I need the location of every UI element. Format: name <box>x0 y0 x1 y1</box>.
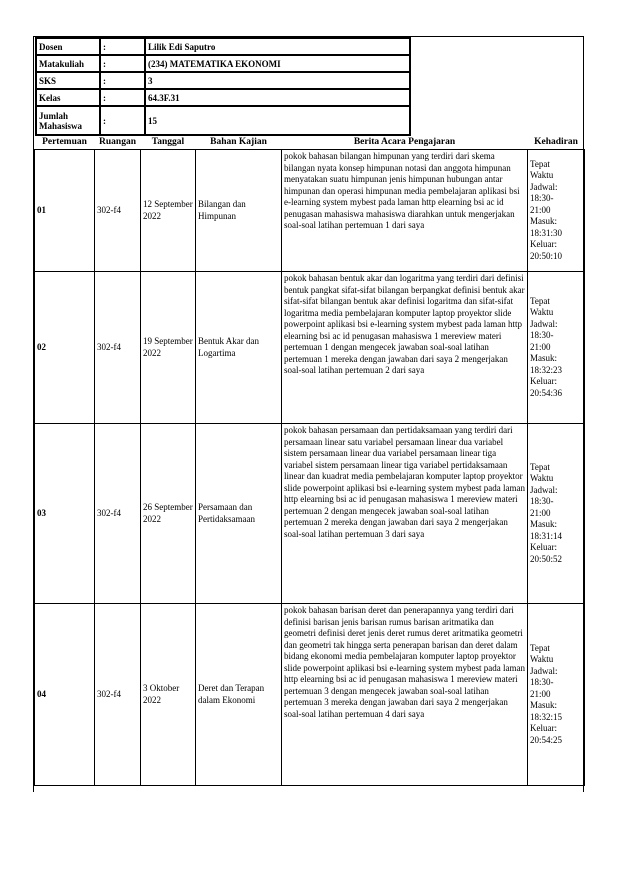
cell-tanggal: 26 September 2022 <box>141 424 196 604</box>
kehadiran-line: 20:50:10 <box>530 250 563 261</box>
info-label: SKS <box>36 72 100 89</box>
kehadiran-line: Jadwal: <box>530 484 558 495</box>
table-row <box>35 604 585 786</box>
cell-pertemuan: 04 <box>35 604 95 786</box>
cell-pertemuan: 03 <box>35 424 95 604</box>
cell-bahan-kajian: Bentuk Akar dan Logartima <box>196 272 282 424</box>
header-berita-acara: Berita Acara Pengajaran <box>282 134 528 150</box>
cell-tanggal: 3 Oktober 2022 <box>141 604 196 786</box>
info-row-kelas <box>36 89 410 106</box>
info-separator: : <box>100 38 145 55</box>
kehadiran-line: Tepat <box>530 158 550 169</box>
cell-ruangan: 302-f4 <box>95 604 141 786</box>
kehadiran-line: Keluar: <box>530 376 557 387</box>
cell-kehadiran <box>528 272 585 424</box>
cell-kehadiran <box>528 604 585 786</box>
kehadiran-line: 20:54:25 <box>530 734 563 745</box>
kehadiran-line: Jadwal: <box>530 665 558 676</box>
cell-bahan-kajian: Persamaan dan Pertidaksamaan <box>196 424 282 604</box>
info-label: Kelas <box>36 89 100 106</box>
cell-ruangan: 302-f4 <box>95 272 141 424</box>
info-label-line: Jumlah <box>39 110 69 121</box>
kehadiran-line: Tepat <box>530 461 550 472</box>
cell-kehadiran <box>528 424 585 604</box>
info-row-dosen <box>36 38 410 55</box>
kehadiran-line: 18:30- <box>530 496 554 507</box>
kehadiran-line: 18:31:14 <box>530 530 563 541</box>
table-row <box>35 424 585 604</box>
header-ruangan: Ruangan <box>95 134 141 150</box>
kehadiran-line: Waktu <box>530 170 554 181</box>
cell-bahan-kajian: Deret dan Terapan dalam Ekonomi <box>196 604 282 786</box>
kehadiran-line: 18:32:15 <box>530 711 563 722</box>
cell-berita-acara: pokok bahasan bilangan himpunan yang terdiri dari skema bilangan nyata konsep himpunan notasi dan anggota himpunan menyatakan suatu himpunan jenis himpunan hubungan antar himpunan dan operasi himpunan media pembelajaran aplikasi bsi e-learning system mybest pada laman http elearning bsi ac id penugasan mahasiswa mahasiswa diarahkan untuk mengerjakan soal-soal latihan pertemuan 1 dari saya <box>282 150 528 272</box>
cell-bahan-kajian: Bilangan dan Himpunan <box>196 150 282 272</box>
kehadiran-line: Masuk: <box>530 519 557 530</box>
info-separator: : <box>100 106 145 135</box>
kehadiran-line: 21:00 <box>530 341 551 352</box>
info-label: Dosen <box>36 38 100 55</box>
kehadiran-line: Masuk: <box>530 216 557 227</box>
info-label-line: Mahasiswa <box>39 120 83 131</box>
info-separator: : <box>100 89 145 106</box>
kehadiran-line: Waktu <box>530 654 554 665</box>
info-separator: : <box>100 55 145 72</box>
table-header-row <box>35 134 585 150</box>
info-row-matakuliah <box>36 55 410 72</box>
cell-tanggal: 12 September 2022 <box>141 150 196 272</box>
kehadiran-line: 18:30- <box>530 330 554 341</box>
kehadiran-line: 20:50:52 <box>530 553 563 564</box>
info-value-jumlah: 15 <box>145 106 410 135</box>
cell-pertemuan: 02 <box>35 272 95 424</box>
kehadiran-line: Keluar: <box>530 239 557 250</box>
cell-kehadiran <box>528 150 585 272</box>
kehadiran-line: Keluar: <box>530 542 557 553</box>
kehadiran-line: Jadwal: <box>530 181 558 192</box>
table-row <box>35 272 585 424</box>
cell-berita-acara: pokok bahasan barisan deret dan penerapannya yang terdiri dari definisi barisan jenis barisan rumus barisan aritmatika dan geometri definisi deret jenis deret rumus deret aritmatika geometri dan geometri tak hingga serta penerapan barisan dan deret dalam bidang ekonomi media pembelajaran komputer laptop proyektor slide powerpoint aplikasi bsi e-learning system mybest pada laman http elearning bsi ac id penugasan mahasiswa 1 mereview materi pertemuan 3 dengan mengecek jawaban soal-soal latihan pertemuan 3 mereka dengan jawaban dari saya 2 mengerjakan soal-soal latihan pertemuan 4 dari saya <box>282 604 528 786</box>
cell-pertemuan: 01 <box>35 150 95 272</box>
cell-ruangan: 302-f4 <box>95 150 141 272</box>
kehadiran-line: 20:54:36 <box>530 387 563 398</box>
cell-berita-acara: pokok bahasan persamaan dan pertidaksamaan yang terdiri dari persamaan linear satu variabel persamaan linear dua variabel sistem persamaan linear dua variabel persamaan linear tiga variabel sistem persamaan linear tiga variabel pertidaksamaan linear dan kuadrat media pembelajaran komputer laptop proyektor slide powerpoint aplikasi bsi e-learning system mybest pada laman http elearning bsi ac id penugasan mahasiswa 1 mereview materi pertemuan 2 dengan mengecek jawaban soal-soal latihan pertemuan 2 mereka dengan jawaban dari saya 2 mengerjakan soal-soal latihan pertemuan 3 dari saya <box>282 424 528 604</box>
cell-tanggal: 19 September 2022 <box>141 272 196 424</box>
kehadiran-line: 21:00 <box>530 507 551 518</box>
kehadiran-line: Tepat <box>530 295 550 306</box>
info-label <box>36 106 100 135</box>
course-info-table <box>35 37 411 136</box>
info-row-sks <box>36 72 410 89</box>
kehadiran-line: Tepat <box>530 642 550 653</box>
info-separator: : <box>100 72 145 89</box>
cell-ruangan: 302-f4 <box>95 424 141 604</box>
info-value-sks: 3 <box>145 72 410 89</box>
kehadiran-line: 18:31:30 <box>530 227 563 238</box>
header-bahan-kajian: Bahan Kajian <box>196 134 282 150</box>
header-tanggal: Tanggal <box>141 134 196 150</box>
kehadiran-line: Keluar: <box>530 723 557 734</box>
table-row <box>35 150 585 272</box>
kehadiran-line: 21:00 <box>530 688 551 699</box>
kehadiran-line: 18:30- <box>530 677 554 688</box>
info-value-kelas: 64.3F.31 <box>145 89 410 106</box>
teaching-record-table <box>34 134 585 786</box>
kehadiran-line: Jadwal: <box>530 318 558 329</box>
kehadiran-line: Masuk: <box>530 353 557 364</box>
info-label: Matakuliah <box>36 55 100 72</box>
info-value-dosen: Lilik Edi Saputro <box>145 38 410 55</box>
kehadiran-line: 21:00 <box>530 204 551 215</box>
info-row-jumlah <box>36 106 410 135</box>
header-kehadiran: Kehadiran <box>528 134 585 150</box>
kehadiran-line: 18:32:23 <box>530 364 563 375</box>
kehadiran-line: Waktu <box>530 473 554 484</box>
kehadiran-line: Waktu <box>530 307 554 318</box>
kehadiran-line: Masuk: <box>530 700 557 711</box>
cell-berita-acara: pokok bahasan bentuk akar dan logaritma yang terdiri dari definisi bentuk pangkat sifat-sifat bilangan berpangkat definisi bentuk akar sifat-sifat bilangan bentuk akar definisi logaritma dan sifat-sifat logaritma media pembelajaran komputer laptop proyektor slide powerpoint aplikasi bsi e-learning system mybest pada laman http elearning bsi ac id penugasan mahasiswa 1 mereview materi pertemuan 1 dengan mengecek jawaban soal-soal latihan pertemuan 1 mereka dengan jawaban dari saya 2 mengerjakan soal-soal latihan pertemuan 2 dari saya <box>282 272 528 424</box>
header-pertemuan: Pertemuan <box>35 134 95 150</box>
info-value-matakuliah: (234) MATEMATIKA EKONOMI <box>145 55 410 72</box>
kehadiran-line: 18:30- <box>530 193 554 204</box>
